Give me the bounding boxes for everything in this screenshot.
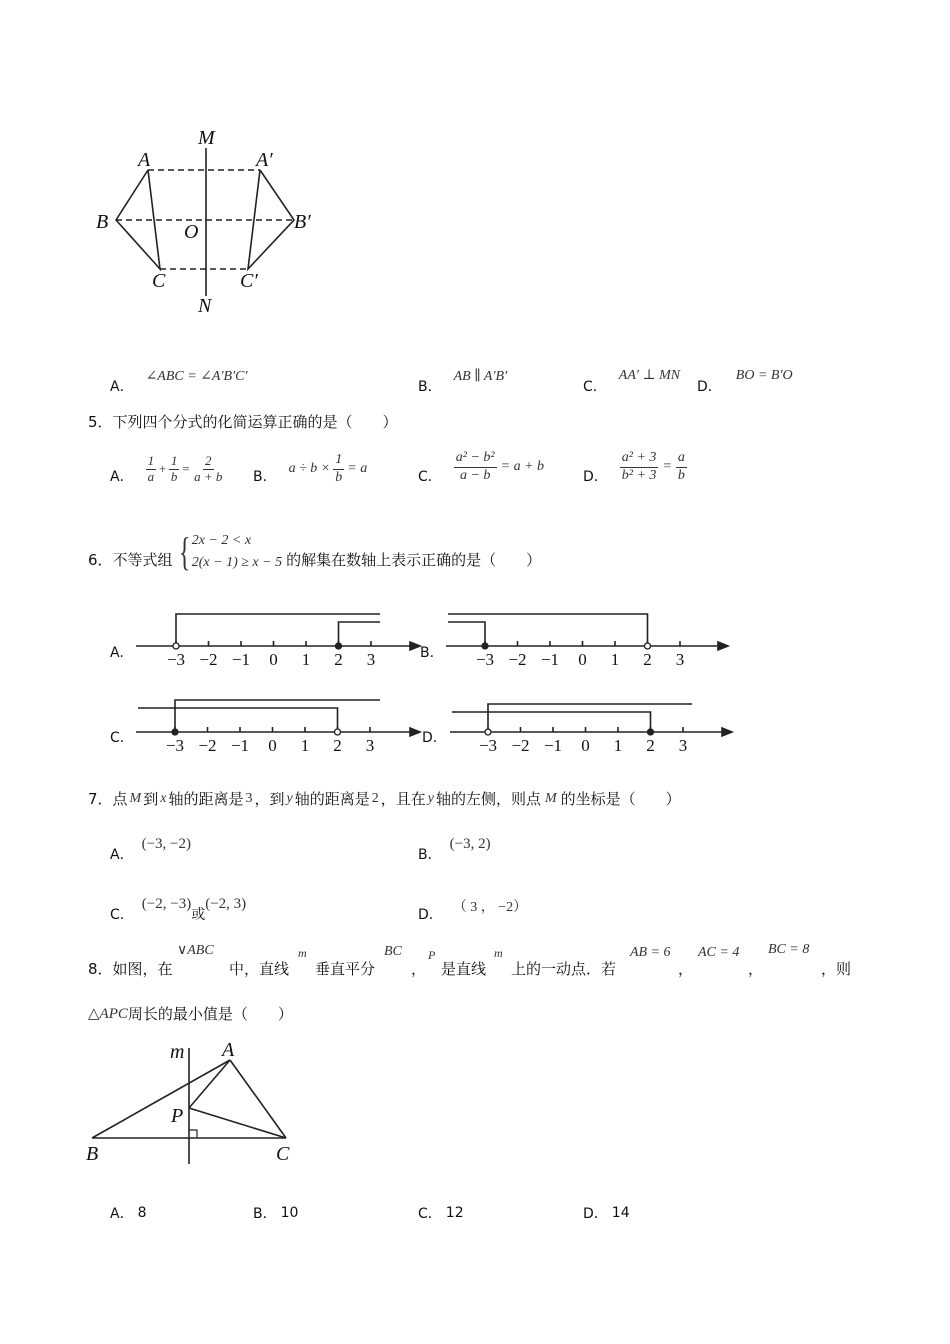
number-line-a[interactable] [130, 606, 430, 670]
label-a: A [138, 149, 151, 171]
q8-triangle: ∨ABC [177, 943, 214, 958]
label-c: C [152, 270, 166, 292]
tick-label: −1 [540, 650, 560, 669]
q7-num-2: 2 [371, 790, 379, 806]
q7-var-y2: y [427, 790, 434, 806]
axis-arrow [722, 728, 732, 736]
q8-option-d-value: 14 [611, 1205, 630, 1221]
q8-var-m2: m [494, 946, 503, 960]
triangle-figure [80, 1036, 310, 1168]
q7-option-c-expr2: (−2, 3) [205, 895, 247, 912]
q4-option-b[interactable] [418, 356, 507, 396]
label-c: C [276, 1143, 290, 1165]
tick-label: −1 [230, 736, 250, 755]
q7-text-4: ，到 [254, 790, 285, 808]
q7-text-1: 7．点 [88, 790, 128, 808]
tick-label: −2 [511, 736, 530, 755]
label-b: B [86, 1143, 99, 1165]
q5a-frac2-num: 1 [170, 452, 178, 468]
q7-option-a-expr: (−3, −2) [141, 835, 191, 852]
q8-text-7: ，则 [821, 960, 852, 978]
q8-ab6: AB = 6 [630, 945, 671, 960]
tick-label: 3 [366, 650, 376, 669]
q6-ineq-2: 2(x − 1) ≥ x − 5 [191, 555, 283, 570]
q4-option-a[interactable] [110, 356, 248, 396]
q8-option-d[interactable] [583, 1203, 630, 1223]
q5-option-a-letter: A． [110, 469, 134, 485]
right-angle-mark [189, 1130, 197, 1138]
q8-text-1: 8．如图，在 [88, 960, 173, 978]
q7-option-a-letter: A． [110, 847, 134, 863]
q5d-eq: = [662, 459, 672, 474]
q8-text-2: 中，直线 [229, 960, 290, 978]
q5d-frac2-den: b [677, 467, 685, 483]
segment-ac [230, 1060, 286, 1138]
label-b-prime: B′ [294, 211, 311, 233]
tick-label: 0 [269, 650, 278, 669]
tick-label: 2 [646, 736, 655, 755]
tick-label: 3 [678, 736, 688, 755]
q7-option-b-letter: B． [418, 847, 442, 863]
q7-text-5: 轴的距离是 [294, 790, 370, 808]
q5b-post: = a [347, 461, 368, 476]
q7-var-y1: y [286, 790, 293, 806]
tick-label: 1 [610, 650, 620, 669]
q5d-frac2-num: a [676, 450, 687, 467]
tick-label: −3 [478, 736, 498, 755]
tick-label: −3 [165, 736, 185, 755]
number-line-b[interactable] [440, 606, 740, 670]
tick-label: −1 [231, 650, 251, 669]
tick-label: 1 [301, 650, 311, 669]
q4-option-a-expr: ∠ABC = ∠A′B′C′ [145, 368, 248, 384]
closed-point [336, 643, 342, 649]
open-point [485, 729, 491, 735]
label-p: P [171, 1105, 184, 1127]
open-point [645, 643, 651, 649]
q5-option-c[interactable] [418, 448, 544, 486]
segment-pa [189, 1060, 230, 1108]
q8-var-m1: m [298, 946, 307, 960]
q8-option-b-letter: B． [253, 1206, 277, 1222]
q7-var-m2: M [544, 790, 557, 806]
q4-option-c[interactable] [583, 354, 680, 396]
q5b-frac-den: b [335, 469, 343, 485]
tick-label: 0 [268, 736, 277, 755]
q5-option-c-letter: C． [418, 469, 442, 485]
q7-num-3: 3 [245, 790, 253, 806]
q6-option-d-letter[interactable]: D. [422, 730, 438, 746]
q7-option-d-letter: D． [418, 907, 443, 923]
solution-bracket [452, 712, 651, 732]
solution-bracket [138, 708, 338, 732]
q8-triangle-apc: △APC [88, 1006, 128, 1022]
q5a-eq: = [181, 461, 191, 476]
q4-option-b-letter: B． [418, 379, 442, 395]
tick-label: −2 [508, 650, 527, 669]
q7-text-2: 到 [143, 790, 159, 808]
q8-option-d-letter: D． [583, 1206, 608, 1222]
closed-point [172, 729, 178, 735]
q5-option-b-letter: B． [253, 469, 277, 485]
axis-arrow [410, 728, 420, 736]
q4-option-d-letter: D． [697, 379, 722, 395]
label-o: O [184, 221, 199, 243]
q7-text-8: 的坐标是（ ） [560, 790, 681, 808]
tick-label: 2 [334, 650, 343, 669]
solution-bracket [448, 622, 485, 646]
q5-stem: 5．下列四个分式的化简运算正确的是（ ） [88, 413, 398, 431]
q7-option-c-expr1: (−2, −3) [141, 895, 192, 912]
label-m: M [198, 127, 215, 149]
q5a-frac2-den: b [170, 468, 178, 484]
q6-prefix: 6．不等式组 [88, 550, 173, 569]
tick-label: −3 [166, 650, 186, 669]
open-point [173, 643, 179, 649]
q8-bc8: BC = 8 [768, 942, 810, 957]
q5-option-d-letter: D． [583, 469, 608, 485]
label-a-prime: A′ [256, 149, 273, 171]
q8-comma-1: ， [678, 960, 694, 978]
q7-option-a[interactable] [110, 824, 191, 864]
q7-stem [88, 788, 681, 809]
label-c-prime: C′ [240, 270, 258, 292]
solution-bracket [176, 614, 380, 646]
q7-option-c[interactable] [110, 884, 246, 924]
tick-label: −3 [475, 650, 495, 669]
q7-text-7: 轴的左侧，则点 [435, 790, 541, 808]
q6-suffix: 的解集在数轴上表示正确的是（ ） [286, 550, 542, 569]
open-point [335, 729, 341, 735]
q5a-plus: + [158, 461, 167, 476]
q4-option-d[interactable] [697, 356, 793, 396]
q7-option-c-letter: C． [110, 907, 134, 923]
q5c-frac-den: a − b [459, 467, 491, 483]
axis-arrow [718, 642, 728, 650]
tick-label: 1 [300, 736, 310, 755]
q8-option-c-value: 12 [445, 1205, 464, 1221]
q6-option-a-letter[interactable]: A. [110, 645, 124, 661]
q5c-frac-num: a² − b² [454, 450, 497, 467]
tick-label: −1 [543, 736, 563, 755]
label-b: B [96, 211, 109, 233]
q8-option-a-letter: A． [110, 1206, 134, 1222]
q5-option-d[interactable] [583, 448, 687, 486]
q8-option-a[interactable] [110, 1203, 147, 1223]
q8-text-6: 上的一动点．若 [511, 960, 617, 978]
q8-stem-line1 [88, 940, 888, 980]
q8-text-3: 垂直平分 [315, 960, 376, 978]
solution-bracket [339, 622, 381, 646]
q4-option-b-expr: AB ∥ A′B′ [453, 368, 508, 384]
label-m: m [170, 1041, 185, 1063]
number-line-c[interactable] [130, 692, 430, 756]
q8-var-bc: BC [384, 944, 402, 959]
axis-arrow [410, 642, 420, 650]
label-a: A [222, 1039, 235, 1061]
q5a-frac1-num: 1 [147, 452, 155, 468]
q7-text-6: ，且在 [380, 790, 426, 808]
q7-var-x: x [160, 790, 167, 806]
symmetry-figure [90, 120, 340, 320]
q7-var-m1: M [129, 790, 142, 806]
q7-option-d[interactable] [418, 888, 527, 924]
tick-label: −2 [199, 650, 218, 669]
q4-option-a-letter: A． [110, 379, 134, 395]
label-n: N [198, 295, 212, 317]
tick-label: 0 [581, 736, 590, 755]
q5a-frac3-den: a + b [194, 468, 223, 484]
closed-point [648, 729, 654, 735]
q5d-frac-den: b² + 3 [621, 467, 657, 483]
q8-option-c[interactable] [418, 1203, 464, 1223]
q6-option-b-letter[interactable]: B. [420, 645, 435, 661]
closed-point [482, 643, 488, 649]
q5b-frac-num: 1 [333, 452, 344, 469]
q6-stem [88, 530, 541, 574]
q7-text-3: 轴的距离是 [168, 790, 244, 808]
solution-bracket [448, 614, 648, 646]
q8-option-b-value: 10 [280, 1205, 299, 1221]
q8-stem-line2 [88, 1003, 293, 1024]
q6-option-c-letter[interactable]: C. [110, 730, 125, 746]
q8-var-p: P [428, 948, 436, 962]
q8-comma-2: ， [748, 960, 764, 978]
q8-text-5: 是直线 [441, 960, 487, 978]
tick-label: 3 [675, 650, 685, 669]
q7-option-d-expr: （ 3 ， −2） [452, 900, 528, 915]
q7-option-c-or: 或 [191, 907, 206, 923]
q7-option-b[interactable] [418, 824, 491, 864]
solution-bracket [175, 700, 380, 732]
q6-system: { 2x − 2 < x 2(x − 1) ≥ x − 5 [178, 529, 283, 574]
q5a-frac3-num: 2 [205, 452, 212, 468]
q5d-frac-num: a² + 3 [620, 450, 659, 467]
tick-label: 0 [578, 650, 587, 669]
tick-label: 2 [333, 736, 342, 755]
number-line-d[interactable] [444, 692, 744, 756]
q4-option-c-expr: AA′ ⊥ MN [618, 367, 681, 383]
q4-option-c-letter: C． [583, 379, 607, 395]
q5c-post: = a + b [500, 459, 545, 474]
q5-option-b[interactable] [253, 452, 367, 486]
q7-option-b-expr: (−3, 2) [449, 835, 491, 852]
q8-option-c-letter: C． [418, 1206, 442, 1222]
q5-option-a[interactable] [110, 452, 224, 486]
segment-ba [92, 1060, 230, 1138]
tick-label: −2 [198, 736, 217, 755]
q5b-pre: a ÷ b × [288, 461, 331, 476]
q6-ineq-1: 2x − 2 < x [191, 533, 252, 548]
q8-ac4: AC = 4 [698, 945, 740, 960]
q8-option-a-value: 8 [137, 1205, 147, 1221]
segment-pc [189, 1108, 286, 1138]
q8-text-8: 周长的最小值是（ ） [127, 1005, 293, 1023]
q5a-frac1-den: a [147, 468, 155, 484]
tick-label: 1 [613, 736, 623, 755]
q4-option-d-expr: BO = B′O [735, 368, 793, 383]
solution-bracket [488, 704, 692, 732]
q8-option-b[interactable] [253, 1203, 298, 1223]
q8-text-4: ， [411, 960, 427, 978]
tick-label: 3 [365, 736, 375, 755]
tick-label: 2 [643, 650, 652, 669]
